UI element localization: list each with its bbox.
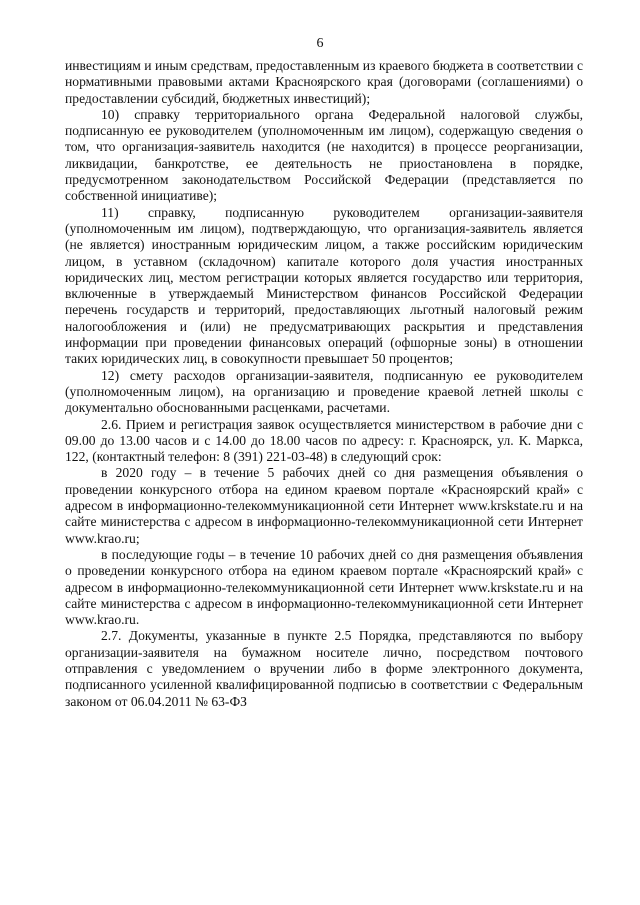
paragraph-section-2-6: 2.6. Прием и регистрация заявок осуществляется министерством в рабочие дни с 09.00 до 13.00 часов и с 14.00 до 18.00 часов по адресу: г. Красноярск, ул. К. Маркса, 122, (контактный телефон: 8 (391) 221-03-48) в следующий срок: (65, 416, 583, 465)
paragraph-item-10: 10) справку территориального органа Федеральной налоговой службы, подписанную ее руководителем (уполномоченным им лицом), содержащую сведения о том, что организация-заявитель находится (не находится) в процессе реорганизации, ликвидации, банкротстве, ее деятельность не приостановлена в порядке, предусмотренном законодательством Российской Федерации (представляется по собственной инициативе); (65, 106, 583, 204)
paragraph-item-11: 11) справку, подписанную руководителем организации-заявителя (уполномоченным им лицом), подтверждающую, что организация-заявитель является (не является) иностранным юридическим лицом, а также российским юридическим лицом, в уставном (складочном) капитале которого доля участия иностранных юридических лиц, местом регистрации которых является государство или территория, включенные в утверждаемый Министерством финансов Российской Федерации перечень государств и территорий, предоставляющих льготный налоговый режим налогообложения и (или) не предусматривающих раскрытия и представления информации при проведении финансовых операций (офшорные зоны) в отношении таких юридических лиц, в совокупности превышает 50 процентов; (65, 204, 583, 367)
document-body (65, 58, 583, 710)
paragraph-2020-deadline: в 2020 году – в течение 5 рабочих дней со дня размещения объявления о проведении конкурсного отбора на едином краевом портале «Красноярский край» с адресом в информационно-телекоммуникационной сети Интернет www.krskstate.ru и на сайте министерства с адресом в информационно-телекоммуникационной сети Интернет www.krao.ru; (65, 465, 583, 546)
paragraph-item-12: 12) смету расходов организации-заявителя, подписанную ее руководителем (уполномоченным лицом), на организацию и проведение краевой летней школы с документально обоснованными расценками, расчетами. (65, 367, 583, 416)
page-number: 6 (316, 36, 324, 51)
paragraph-section-2-7: 2.7. Документы, указанные в пункте 2.5 Порядка, представляются по выбору организации-заявителя на бумажном носителе лично, посредством почтового отправления с уведомлением о вручении либо в форме электронного документа, подписанного усиленной квалифицированной подписью в соответствии с Федеральным законом от 06.04.2011 № 63-ФЗ (65, 628, 583, 709)
paragraph-later-years-deadline: в последующие годы – в течение 10 рабочих дней со дня размещения объявления о проведении конкурсного отбора на едином краевом портале «Красноярский край» с адресом в информационно-телекоммуникационной сети Интернет www.krskstate.ru и на сайте министерства с адресом в информационно-телекоммуникационной сети Интернет www.krao.ru. (65, 546, 583, 628)
paragraph-continuation: инвестициям и иным средствам, предоставленным из краевого бюджета в соответствии с нормативными правовыми актами Красноярского края (договорами (соглашениями) о предоставлении субсидий, бюджетных инвестиций); (65, 58, 584, 106)
